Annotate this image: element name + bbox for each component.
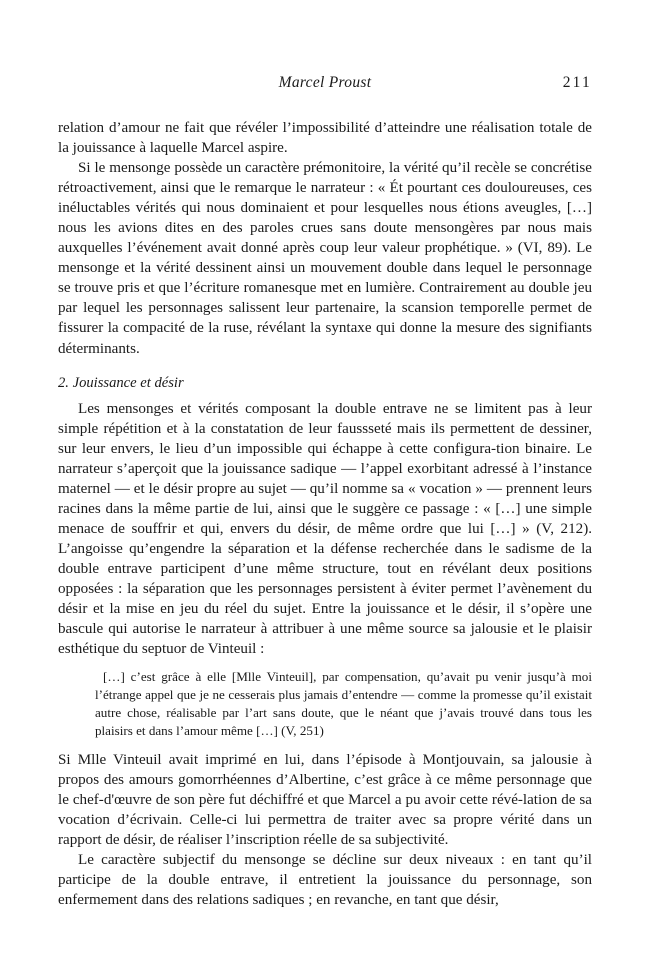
paragraph-jouissance-desir: Les mensonges et vérités composant la double entrave ne se limitent pas à leur simple répétition et à la constatation de leur faussseté mais ils permettent de dessiner, sur leur envers, le lieu d’un impossible qui échappe à cette configura-tion binaire. Le narrateur s’aperçoit que la jouissance sadique — l’appel exorbitant adressé à l’instance maternel — et le désir propre au sujet — qu’il nomme sa « vocation » — prennent leurs racines dans la même partie de lui, ainsi que le suggère ce passage : « […] une simple menace de souffrir et qui, envers du désir, de même ordre que lui […] » (V, 212). L’angoisse qu’engendre la séparation et la défense recherchée dans le sadisme de la double entrave participent d’une même structure, tout en révélant deux positions opposées : la séparation que les personnages persistent à éviter permet l’avènement du désir et la mise en jeu du réel du sujet. Entre la jouissance et le désir, il s’opère une bascule qui autorise le narrateur à attribuer à une même source sa jalousie et le plaisir esthétique du septuor de Vinteuil : (58, 400, 592, 658)
page-number: 211 (562, 74, 592, 91)
block-quote (58, 659, 592, 749)
text-block (58, 118, 592, 910)
running-head (58, 74, 592, 96)
paragraph-vinteuil-commentary: Si Mlle Vinteuil avait imprimé en lui, dans l’épisode à Montjouvain, sa jalousie à propos des amours gomorrhéennes d’Albertine, c’est grâce à ce même personnage que le chef-d'œuvre de son père fut déchiffré et que Marcel a pu avoir cette révé-lation de sa vocation d’écrivain. Celle-ci lui permettra de traiter avec sa propre vérité dans un rapport de désir, de réaliser l’inscription réelle de sa subjectivité. (58, 751, 592, 848)
running-head-title: Marcel Proust (278, 74, 372, 91)
paragraph-subjective-character: Le caractère subjectif du mensonge se décline sur deux niveaux : en tant qu’il participe de la double entrave, il entretient la jouissance du personnage, son enfermement dans des relations sadiques ; en revanche, en tant que désir, (58, 851, 592, 908)
paragraph-lie-premonition: Si le mensonge possède un caractère prémonitoire, la vérité qu’il recèle se concrétise rétroactivement, ainsi que le remarque le narrateur : « Ét pourtant ces douloureuses, ces inéluctables vérités qui nous dominaient et pour lesquelles nous étions aveugles, […] nous les avions dites en des paroles crues sans doute mensongères par nous mais auxquelles l’événement avait donné après coup leur valeur prophétique. » (VI, 89). Le mensonge et la vérité dessinent ainsi un mouvement double dans lequel le personnage se trouve pris et que l’écriture romanesque met en lumière. Contrairement au double jeu par lequel les personnages salissent leur partenaire, la scansion temporelle permet de fissurer la compacité de la ruse, révélant la syntaxe qui donne la mesure des signifiants déterminants. (58, 160, 592, 357)
paragraph-continuation: relation d’amour ne fait que révéler l’impossibilité d’atteindre une réalisation totale de la jouissance à laquelle Marcel aspire. (58, 120, 592, 157)
section-heading: 2. Jouissance et désir (58, 374, 184, 391)
block-quote-text: […] c’est grâce à elle [Mlle Vinteuil], par compensation, qu’avait pu venir jusqu’à moi l’étrange appel que je ne cesserais plus jamais d’entendre — comme la promesse qu’il existait autre chose, réalisable par l’art sans doute, que le néant que j’avais trouvé dans tous les plaisirs et dans l’amour même […] (V, 251) (95, 669, 592, 739)
